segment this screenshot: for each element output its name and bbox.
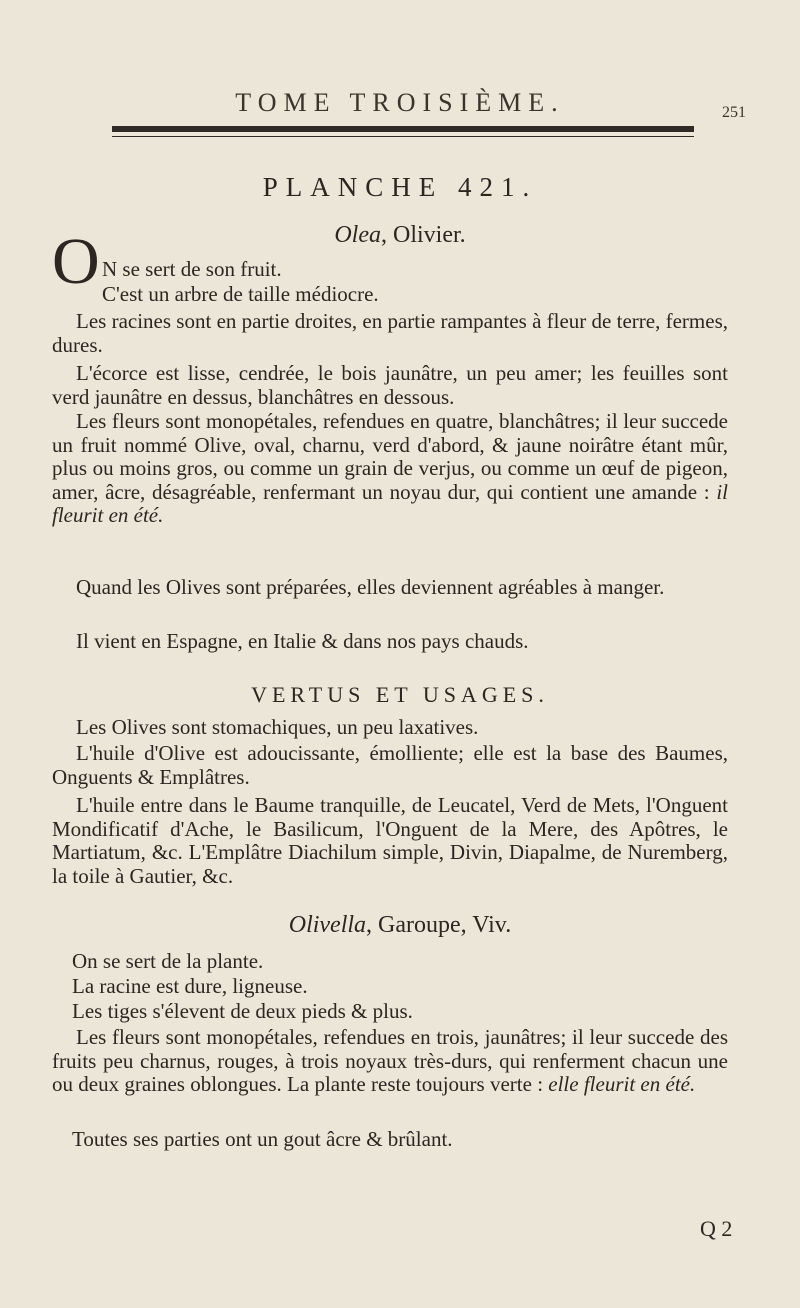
e2-line-root: La racine est dure, ligneuse. bbox=[72, 974, 308, 998]
entry-french-name: , Olivier. bbox=[381, 222, 466, 248]
virtue-preparations: L'huile entre dans le Baume tranquille, de Leucatel, Verd de Mets, l'Onguent Mondificatif d'Ache, le Basilicum, l'Onguent de la Mere, des Apôtres, le Martiatum, &c. L'Emplâtre Diachilum simple, Divin, Diapalme, de Nuremberg, la toile à Gautier, &c. bbox=[52, 793, 728, 888]
entry2-french-name: , Garoupe, Viv. bbox=[366, 912, 512, 938]
para-flowers-italic: il fleurit en été. bbox=[52, 479, 728, 527]
para-prepared: Quand les Olives sont préparées, elles deviennent agréables à manger. bbox=[76, 575, 665, 599]
entry2-latin-name: Olivella bbox=[288, 912, 367, 938]
e2-line-use: On se sert de la plante. bbox=[72, 949, 264, 973]
page-number: 251 bbox=[722, 104, 746, 121]
virtue-stomachic: Les Olives sont stomachiques, un peu laxatives. bbox=[76, 715, 479, 739]
e2-para-flowers bbox=[52, 1026, 728, 1097]
para-flowers-text: Les fleurs sont monopétales, refendues en quatre, blanchâtres; il leur succede un fruit nommé Olive, oval, charnu, verd d'abord, & jaune noirâtre étant mûr, plus ou moins gros, ou comme un grain de verjus, ou comme un œuf de pigeon, amer, âcre, désagréable, renfermant un noyau dur, qui contient une amande : bbox=[52, 409, 728, 504]
para-flowers bbox=[52, 410, 728, 528]
entry-title-olivella bbox=[0, 912, 800, 939]
e2-line-stems: Les tiges s'élevent de deux pieds & plus. bbox=[72, 999, 413, 1023]
para-origin: Il vient en Espagne, en Italie & dans nos pays chauds. bbox=[76, 629, 529, 653]
virtue-oil: L'huile d'Olive est adoucissante, émolliente; elle est la base des Baumes, Onguents & Emplâtres. bbox=[52, 741, 728, 789]
entry-title-olea bbox=[0, 222, 800, 249]
header-rule-thin bbox=[112, 136, 694, 137]
e2-line-taste: Toutes ses parties ont un gout âcre & brûlant. bbox=[72, 1127, 453, 1151]
printer-signature: Q 2 bbox=[700, 1216, 733, 1241]
section-title: VERTUS ET USAGES. bbox=[251, 682, 549, 707]
line-use: N se sert de son fruit. bbox=[102, 257, 282, 281]
para-bark: L'écorce est lisse, cendrée, le bois jaunâtre, un peu amer; les feuilles sont verd jaunâtre en dessus, blanchâtres en dessous. bbox=[52, 361, 728, 409]
plate-title: PLANCHE 421. bbox=[262, 172, 538, 202]
e2-para-flowers-text: Les fleurs sont monopétales, refendues en trois, jaunâtres; il leur succede des fruits peu charnus, rouges, à trois noyaux très-durs, qui renferment chacun une ou deux graines oblongues. La plante reste toujours verte : bbox=[52, 1025, 728, 1096]
drop-cap: O bbox=[52, 225, 100, 298]
para-roots: Les racines sont en partie droites, en partie rampantes à fleur de terre, fermes, dures. bbox=[52, 309, 728, 357]
line-tree-size: C'est un arbre de taille médiocre. bbox=[102, 282, 379, 306]
running-head: TOME TROISIÈME. bbox=[235, 88, 565, 117]
entry-latin-name: Olea bbox=[334, 222, 381, 248]
e2-para-flowers-italic: elle fleurit en été. bbox=[548, 1072, 696, 1096]
header-rule-thick bbox=[112, 126, 694, 132]
